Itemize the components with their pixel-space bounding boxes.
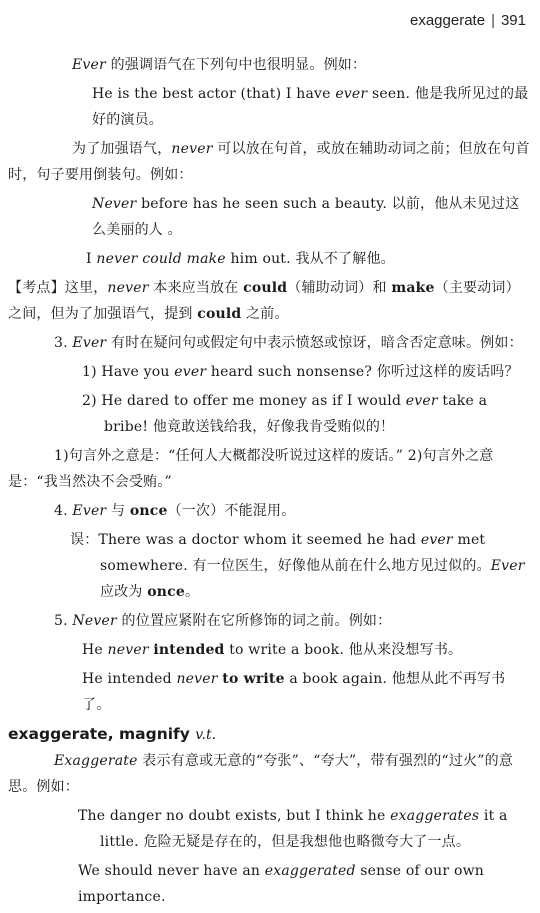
term: ever <box>174 364 207 380</box>
text: take a bribe! 他竟敢送钱给我，好像我肯受贿似的！ <box>104 393 488 435</box>
text: 5. <box>54 613 73 629</box>
text: 【考点】这里， <box>8 280 108 296</box>
term: Never <box>72 613 117 629</box>
term: ever <box>420 532 453 548</box>
bold-term: intended <box>153 642 225 658</box>
example-sentence <box>8 637 530 663</box>
example-sentence <box>8 191 530 243</box>
bold-term: could <box>197 306 242 322</box>
bold-term: once <box>129 503 168 519</box>
paragraph-ever-emphasis <box>8 52 530 78</box>
text: 与 <box>106 503 130 519</box>
text: 。 <box>185 584 200 600</box>
term: never <box>171 141 213 157</box>
text: him out. 我从不了解他。 <box>225 251 395 267</box>
text: He is the best actor (that) I have <box>92 86 336 102</box>
text: 的位置应紧附在它所修饰的词之前。例如： <box>116 613 392 629</box>
text: 3. <box>54 335 73 351</box>
term-ever: Ever <box>72 57 106 73</box>
text: 有时在疑问句或假定句中表示愤怒或惊讶，暗含否定意味。例如： <box>106 335 523 351</box>
bold-term: to write <box>222 671 285 687</box>
term: exaggerated <box>264 863 356 879</box>
text: （主要动词）之间，但为了加强语气，提到 <box>8 280 520 322</box>
text: heard such nonsense? 你听过这样的废话吗？ <box>206 364 519 380</box>
page-body <box>8 52 530 913</box>
term: exaggerates <box>390 808 480 824</box>
example-sentence <box>8 359 530 385</box>
term: Ever <box>72 335 107 351</box>
text: I <box>86 251 97 267</box>
text: 本来应当放在 <box>148 280 244 296</box>
text: 误：There was a doctor whom it seemed he had <box>70 532 421 548</box>
entry-heading <box>8 721 530 748</box>
text: sense of our own importance. <box>78 863 484 905</box>
text: 1) Have you <box>82 364 175 380</box>
example-sentence <box>8 803 530 855</box>
bold-term: could <box>243 280 288 296</box>
text: it a little. 危险无疑是存在的，但是我想他也略微夸大了一点。 <box>100 808 508 850</box>
text: 1)句言外之意是：“任何人大概都没听说过这样的废话。” 2)句言外之意是：“我当然决不会受贿。” <box>8 448 494 490</box>
example-sentence <box>8 81 530 133</box>
bold-term: make <box>391 280 435 296</box>
text: seen. 他是我所见过的最好的演员。 <box>92 86 529 128</box>
text: （一次）不能混用。 <box>167 503 296 519</box>
text: 表示有意或无意的“夸张”、“夸大”，带有强烈的“过火”的意思。例如： <box>8 753 514 795</box>
text: 之前。 <box>241 306 289 322</box>
text: 2) He dared to offer me money as if I would <box>82 393 406 409</box>
text: We should never have an <box>78 863 265 879</box>
page-number: 391 <box>500 12 526 29</box>
numbered-point-3 <box>8 330 530 356</box>
entry-definition <box>8 748 530 800</box>
term: never <box>176 671 218 687</box>
text: （辅助动词）和 <box>287 280 392 296</box>
entry-words: exaggerate, magnify <box>8 725 190 743</box>
example-sentence <box>8 666 530 718</box>
exam-point-paragraph <box>8 275 530 327</box>
text: He <box>82 642 108 658</box>
example-sentence <box>8 246 530 272</box>
header-word: exaggerate <box>410 12 486 29</box>
example-sentence <box>8 388 530 440</box>
term: never could make <box>96 251 226 267</box>
term: never <box>107 642 149 658</box>
text: The danger no doubt exists, but I think he <box>78 808 391 824</box>
text: 为了加强语气， <box>72 141 172 157</box>
numbered-point-5 <box>8 608 530 634</box>
term: ever <box>335 86 368 102</box>
error-example <box>8 527 530 605</box>
running-header <box>410 12 526 29</box>
term: ever <box>405 393 438 409</box>
text: to write a book. 他从来没想写书。 <box>224 642 463 658</box>
text: He intended <box>82 671 177 687</box>
text: 应改为 <box>100 584 148 600</box>
example-sentence <box>8 858 530 910</box>
term: never <box>107 280 149 296</box>
text: a book again. 他想从此不再写书了。 <box>82 671 506 713</box>
part-of-speech: v.t. <box>195 727 217 743</box>
term: Ever <box>490 558 525 574</box>
text: 的强调语气在下列句中也很明显。例如： <box>105 57 367 73</box>
term: Ever <box>72 503 107 519</box>
text: before has he seen such a beauty. 以前，他从未见过这么美丽的人 。 <box>92 196 520 238</box>
paragraph-never-position <box>8 136 530 188</box>
bold-term: once <box>147 584 185 600</box>
explanation-paragraph <box>8 443 530 495</box>
term: Never <box>92 196 137 212</box>
header-separator: | <box>491 12 495 29</box>
numbered-point-4 <box>8 498 530 524</box>
text: met somewhere. 有一位医生，好像他从前在什么地方见过似的。 <box>100 532 491 574</box>
text: 4. <box>54 503 73 519</box>
term: Exaggerate <box>54 753 138 769</box>
text: 可以放在句首，或放在辅助动词之前；但放在句首时，句子要用倒装句。例如： <box>8 141 530 183</box>
